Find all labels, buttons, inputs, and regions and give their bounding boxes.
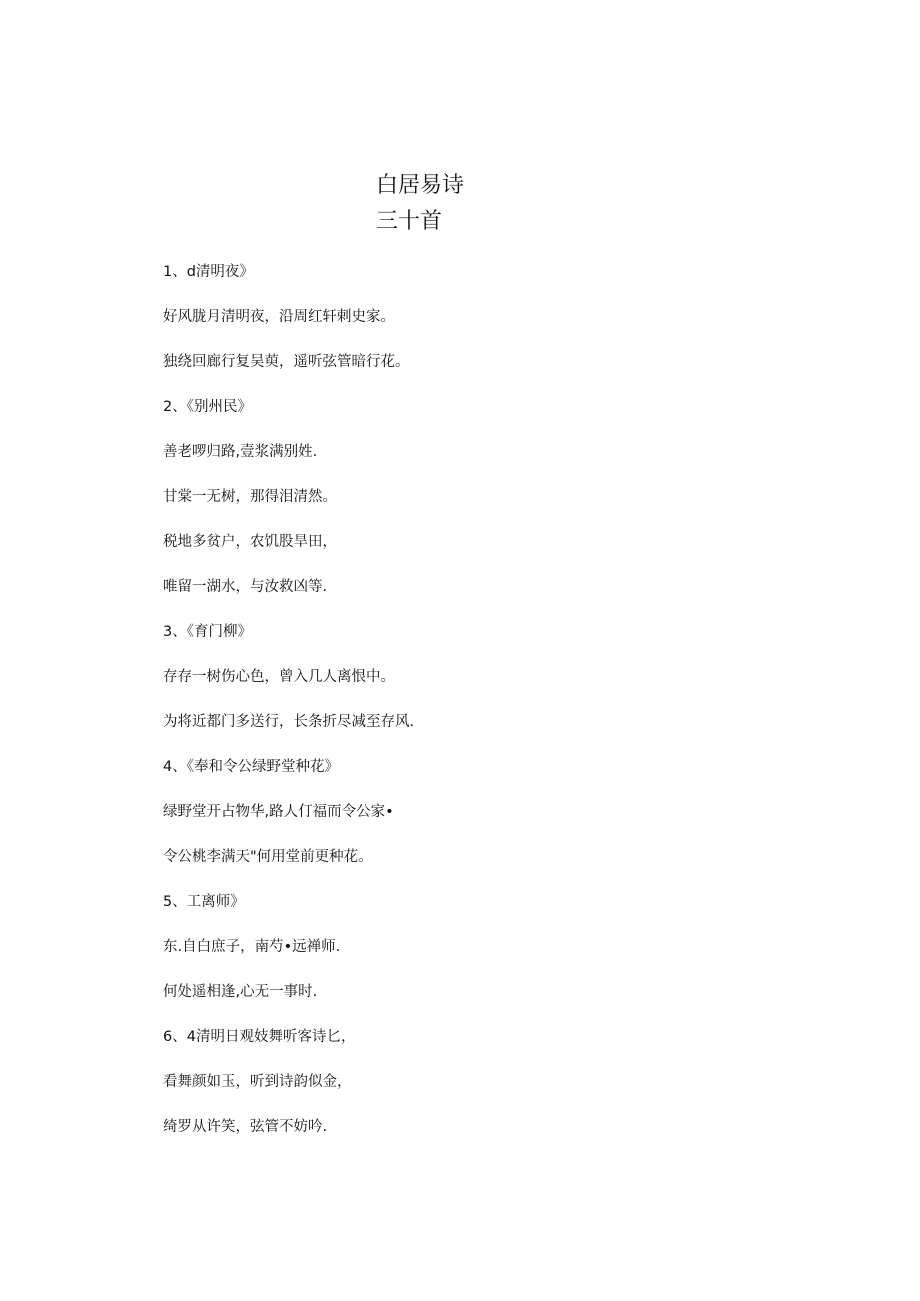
poem-line: 绿野堂开占物华,路人仃福而令公家•	[163, 804, 394, 820]
poem-line: 东.自白庶子，南芍•远禅师.	[163, 939, 341, 955]
document-title	[376, 168, 576, 240]
poem-heading-5: 5、工离师》	[163, 894, 245, 910]
poem-line: 唯留一湖水，与汝救凶等.	[163, 579, 328, 595]
poem-line: 绮罗从许笑，弦管不妨吟.	[163, 1119, 328, 1135]
poem-line: 何处遥相逢,心无一事时.	[163, 984, 318, 1000]
poem-line: 为将近都门多送行，长条折尽减至存风.	[163, 714, 415, 730]
poem-heading-2: 2、《别州民》	[163, 399, 252, 415]
poem-heading-3: 3、《育门柳》	[163, 624, 252, 640]
poem-line: 独绕回廊行复吴萸，遥听弦管暗行花。	[163, 354, 410, 370]
poem-line: 看舞颜如玉，听到诗韵似金，	[163, 1074, 352, 1090]
poem-heading-6: 6、4清明日观妓舞听客诗匕，	[163, 1029, 356, 1045]
poem-line: 甘棠一无树，那得泪清然。	[163, 489, 337, 505]
poem-line: 令公桃李满天"何用堂前更种花。	[163, 849, 373, 865]
poem-line: 善老啰归路,壹浆满别姓.	[163, 444, 318, 460]
poem-line: 好风胧月清明夜，沿周红轩剌史家。	[163, 309, 395, 325]
poem-heading-1: 1、d清明夜》	[163, 264, 254, 280]
poem-heading-4: 4、《奉和令公绿野堂种花》	[163, 759, 339, 775]
poem-line: 税地多贫户，农饥股旱田，	[163, 534, 337, 550]
poem-line: 存存一树伤心色，曾入几人离恨中。	[163, 669, 395, 685]
title-line-2: 三十首	[376, 209, 443, 234]
title-line-1: 白居易诗	[376, 173, 465, 198]
